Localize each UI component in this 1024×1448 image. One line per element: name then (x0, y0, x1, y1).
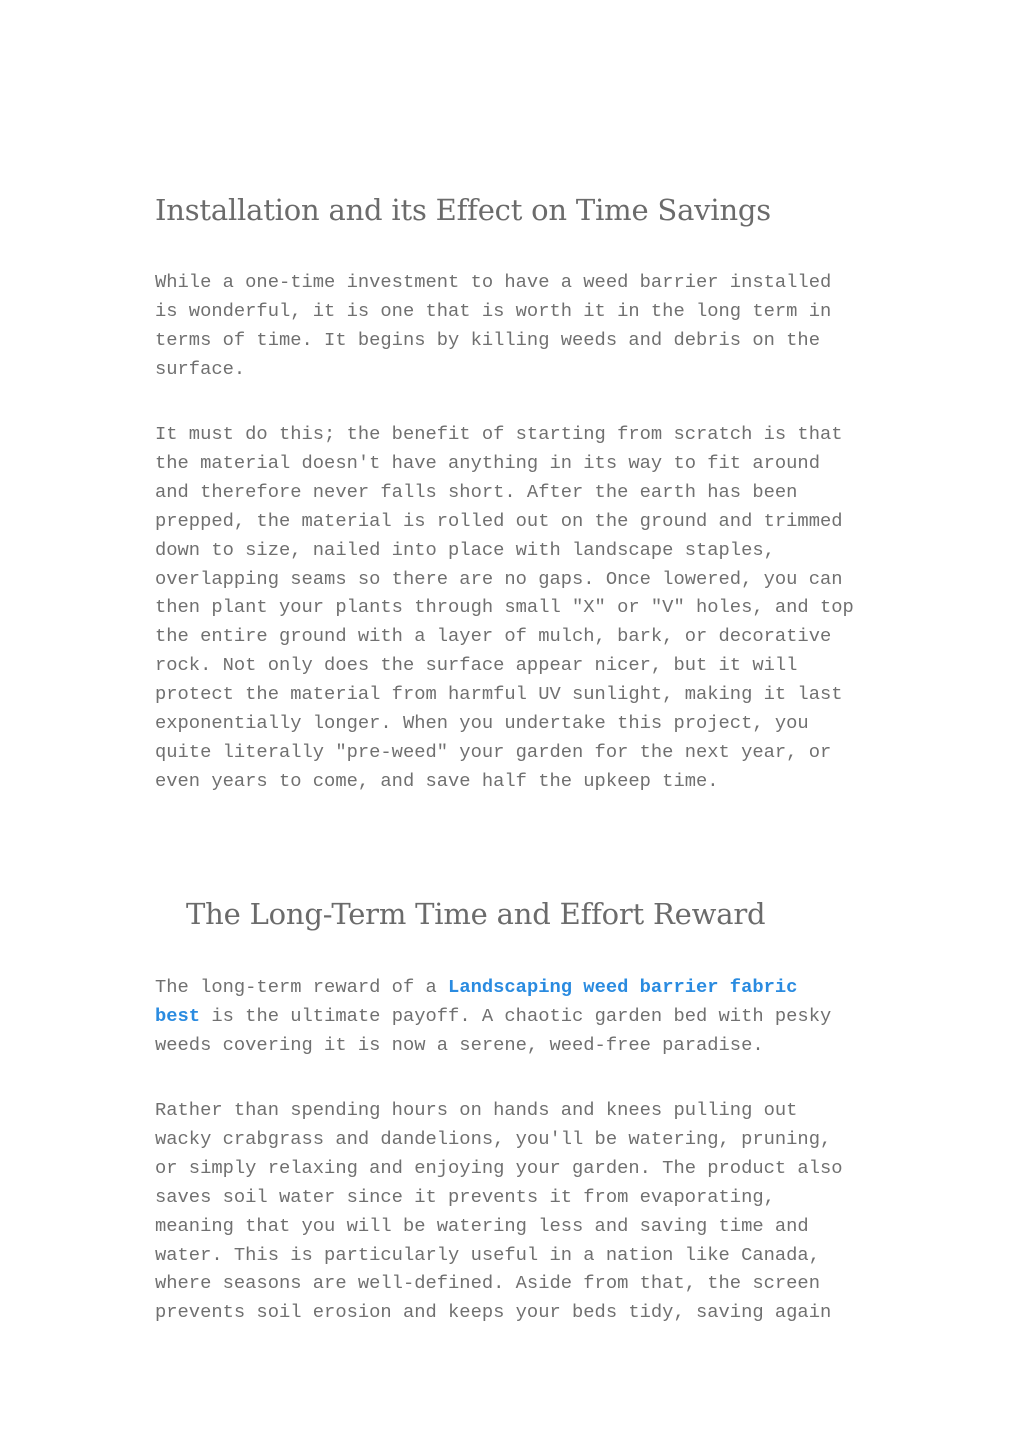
text-line: overlapping seams so there are no gaps. Once lowered, you can (155, 567, 843, 590)
text-line: exponentially longer. When you undertake this project, you (155, 712, 809, 735)
text-line: protect the material from harmful UV sunlight, making it last (155, 683, 843, 706)
text-line: weeds covering it is now a serene, weed-free paradise. (155, 1033, 764, 1056)
section-heading-long-term-reward: The Long-Term Time and Effort Reward (186, 897, 766, 931)
text-line: prepped, the material is rolled out on the ground and trimmed (155, 509, 843, 532)
text-line: wacky crabgrass and dandelions, you'll be watering, pruning, (155, 1127, 832, 1150)
text-line: the material doesn't have anything in its way to fit around (155, 451, 820, 474)
paragraph-garden-benefits (155, 1096, 875, 1327)
text-line: rock. Not only does the surface appear nicer, but it will (155, 654, 798, 677)
paragraph-long-term-reward (155, 973, 875, 1060)
text-line: surface. (155, 357, 246, 380)
text-line: prevents soil erosion and keeps your beds tidy, saving again (155, 1301, 832, 1324)
text-line: quite literally "pre-weed" your garden for the next year, or (155, 740, 832, 763)
weed-barrier-link[interactable]: Landscaping weed barrier fabric (448, 976, 798, 998)
text-line: It must do this; the benefit of starting from scratch is that (155, 423, 843, 445)
text-line (155, 1002, 875, 1031)
text-fragment: is the ultimate payoff. A chaotic garden bed with pesky (200, 1004, 832, 1027)
text-line: Rather than spending hours on hands and knees pulling out (155, 1099, 798, 1121)
text-line: While a one-time investment to have a weed barrier installed (155, 271, 832, 293)
text-line: meaning that you will be watering less and saving time and (155, 1214, 809, 1237)
text-line: saves soil water since it prevents it from evaporating, (155, 1185, 775, 1208)
text-line: then plant your plants through small "X" or "V" holes, and top (155, 596, 854, 619)
text-line: or simply relaxing and enjoying your garden. The product also (155, 1156, 843, 1179)
text-line: and therefore never falls short. After the earth has been (155, 480, 798, 503)
text-line: terms of time. It begins by killing weeds and debris on the (155, 328, 820, 351)
text-line: water. This is particularly useful in a nation like Canada, (155, 1243, 820, 1266)
text-line: down to size, nailed into place with landscape staples, (155, 538, 775, 561)
weed-barrier-link-continued[interactable]: best (155, 1004, 201, 1027)
text-line: the entire ground with a layer of mulch, bark, or decorative (155, 625, 832, 648)
text-line (155, 973, 875, 1002)
paragraph-installation-process (155, 420, 875, 796)
text-fragment: The long-term reward of a (155, 976, 449, 998)
text-line: where seasons are well-defined. Aside from that, the screen (155, 1272, 820, 1295)
text-line: even years to come, and save half the upkeep time. (155, 769, 719, 792)
text-line: is wonderful, it is one that is worth it in the long term in (155, 299, 832, 322)
paragraph-installation-intro (155, 268, 875, 384)
section-heading-installation: Installation and its Effect on Time Savings (155, 193, 771, 227)
